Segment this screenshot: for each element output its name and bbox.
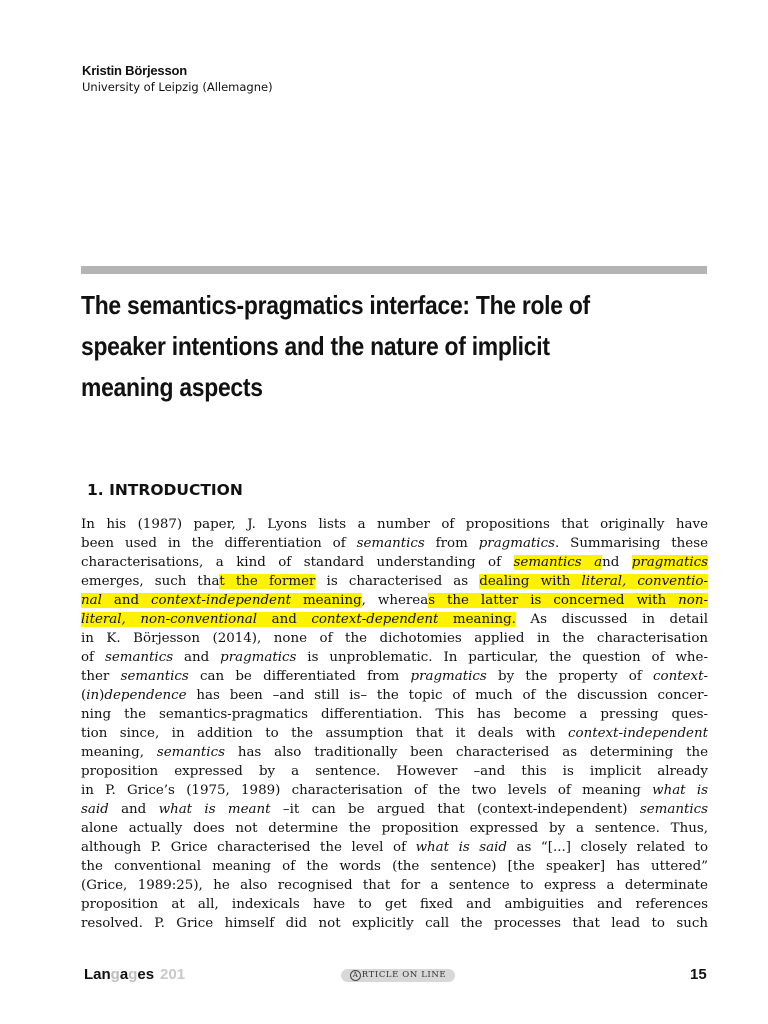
text-line: the conventional meaning of the words (the sentence) [the speaker] has uttered” bbox=[81, 859, 708, 874]
text-line: in K. Börjesson (2014), none of the dichotomies applied in the characterisation bbox=[81, 631, 708, 646]
text-line: nal and context-independent meaning, whereas the latter is concerned with non- bbox=[81, 593, 708, 608]
highlight: non- bbox=[678, 593, 708, 608]
highlight: s the latter is concerned with bbox=[428, 593, 679, 608]
author-block bbox=[82, 63, 273, 95]
text-line: In his (1987) paper, J. Lyons lists a number of propositions that originally have bbox=[81, 517, 708, 532]
highlight: pragmatics bbox=[631, 555, 709, 570]
text-line: emerges, such that the former is characterised as dealing with literal, conventio- bbox=[81, 574, 708, 589]
page-number: 15 bbox=[690, 966, 707, 983]
text-line: literal, non-conventional and context-dependent meaning. As discussed in detail bbox=[81, 612, 708, 627]
text-line: (Grice, 1989:25), he also recognised that for a sentence to express a determinate bbox=[81, 878, 708, 893]
title-rule bbox=[81, 266, 707, 274]
title-line: meaning aspects bbox=[81, 372, 263, 402]
text-line: proposition expressed by a sentence. However –and this is implicit already bbox=[81, 764, 708, 779]
journal-name: Langages 201 bbox=[84, 966, 186, 983]
article-a-icon: A bbox=[350, 970, 361, 981]
page-footer bbox=[0, 964, 768, 988]
highlight: literal, conventio- bbox=[581, 574, 708, 589]
author-name: Kristin Börjesson bbox=[82, 63, 187, 78]
highlight: meaning bbox=[290, 593, 362, 608]
text-line: ning the semantics-pragmatics differentiation. This has become a pressing ques- bbox=[81, 707, 708, 722]
highlight: and bbox=[257, 612, 312, 627]
article-title bbox=[81, 285, 631, 408]
highlight: dealing with bbox=[479, 574, 582, 589]
highlight: context-independent bbox=[151, 593, 291, 608]
text-line: ther semantics can be differentiated from pragmatics by the property of context- bbox=[81, 669, 708, 684]
text-line: although P. Grice characterised the level of what is said as “[...] closely related to bbox=[81, 840, 709, 855]
text-line: of semantics and pragmatics is unproblematic. In particular, the question of whe- bbox=[81, 650, 708, 665]
journal-issue-number: 201 bbox=[160, 966, 186, 983]
text-line: alone actually does not determine the proposition expressed by a sentence. Thus, bbox=[81, 821, 708, 836]
text-line: resolved. P. Grice himself did not explicitly call the processes that lead to such bbox=[81, 916, 708, 931]
highlight: semantics a bbox=[513, 555, 603, 570]
highlight: literal, non-conventional bbox=[81, 612, 258, 627]
text-line: tion since, in addition to the assumption that it deals with context-independent bbox=[81, 726, 708, 741]
highlight: meaning. bbox=[438, 612, 516, 627]
title-line: speaker intentions and the nature of implicit bbox=[81, 331, 550, 361]
article-online-badge: A RTICLE ON LINE bbox=[341, 969, 455, 982]
text-line: (in)dependence has been –and still is– the topic of much of the discussion concer- bbox=[81, 688, 708, 703]
text-line: said and what is meant –it can be argued that (context-independent) semantics bbox=[81, 802, 708, 817]
text-line: meaning, semantics has also traditionally been characterised as determining the bbox=[81, 745, 708, 760]
section-heading: 1. INTRODUCTION bbox=[87, 481, 243, 499]
highlight: context-dependent bbox=[311, 612, 439, 627]
highlight: and bbox=[101, 593, 151, 608]
body-paragraph bbox=[81, 515, 708, 933]
highlight: nal bbox=[81, 593, 102, 608]
title-line: The semantics-pragmatics interface: The role of bbox=[81, 290, 590, 320]
text-line: been used in the differentiation of semantics from pragmatics. Summarising these bbox=[81, 536, 708, 551]
text-line: proposition at all, indexicals have to get fixed and ambiguities and references bbox=[81, 897, 708, 912]
text-line: characterisations, a kind of standard understanding of semantics and pragmatics bbox=[81, 555, 709, 570]
highlight: t the former bbox=[219, 574, 316, 589]
author-affiliation: University of Leipzig (Allemagne) bbox=[82, 80, 273, 94]
text-line: in P. Grice’s (1975, 1989) characterisation of the two levels of meaning what is bbox=[81, 783, 708, 798]
